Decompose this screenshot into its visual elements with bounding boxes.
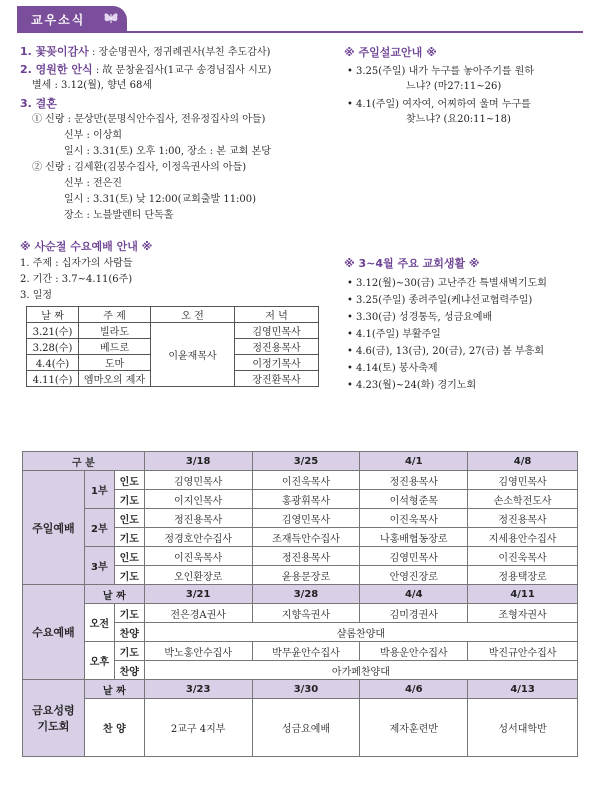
lent-pm-preacher: 장진환목사 <box>235 371 319 387</box>
role-label: 찬양 <box>114 623 144 642</box>
life-item: • 3.30(금) 성경통독, 성금요예배 <box>347 312 493 323</box>
lent-date: 4.11(수) <box>27 371 79 387</box>
prayer-cell: 박용운안수집사 <box>360 642 468 661</box>
lent-date: 3.28(수) <box>27 339 79 355</box>
role-label: 기도 <box>114 642 144 661</box>
prayer-cell: 안영진장로 <box>360 566 468 585</box>
lent-pm-preacher: 이정기목사 <box>235 355 319 371</box>
role-label: 인도 <box>114 509 144 528</box>
lent-table <box>26 306 319 387</box>
prayer-cell: 조형자권사 <box>468 604 578 623</box>
friday-label <box>23 680 85 757</box>
wedding-place: 장소 : 노블발렌티 단독홀 <box>64 210 174 221</box>
news-item-text: : 장순명권사, 정귀례권사(부친 추도감사) <box>91 47 271 58</box>
lent-pm-preacher: 정진용목사 <box>235 339 319 355</box>
choir-cell: 성서대학반 <box>468 699 578 757</box>
wedding-datetime: 일시 : 3.31(토) 낮 12:00(교회출발 11:00) <box>64 194 257 205</box>
service-schedule-table <box>22 451 578 757</box>
leader-cell: 김영민목사 <box>252 509 360 528</box>
role-label: 기도 <box>114 490 144 509</box>
news-item-text: : 故 문창윤집사(1교구 송경님집사 시모) <box>95 65 272 76</box>
choir-cell: 샬롬찬양대 <box>144 623 577 642</box>
lent-topic: 도마 <box>79 355 151 371</box>
role-label: 기도 <box>114 528 144 547</box>
sermon-section <box>344 42 584 394</box>
friday-date: 3/23 <box>144 680 252 699</box>
service-name: 1부 <box>84 471 114 509</box>
prayer-cell: 박진규안수집사 <box>468 642 578 661</box>
lent-header-date: 날 짜 <box>27 307 79 323</box>
sermon-title: ※ 주일설교안내 ※ <box>344 46 437 59</box>
header-tab <box>17 6 127 32</box>
prayer-cell: 손소학전도사 <box>468 490 578 509</box>
friday-label-line2: 기도회 <box>37 720 70 733</box>
leader-cell: 정진용목사 <box>468 509 578 528</box>
role-label: 인도 <box>114 471 144 490</box>
lent-topic: 베드로 <box>79 339 151 355</box>
prayer-cell: 정경호안수집사 <box>144 528 252 547</box>
leader-cell: 김영민목사 <box>360 547 468 566</box>
sunday-date: 3/18 <box>144 452 252 471</box>
role-label: 인도 <box>114 547 144 566</box>
lent-header-pm: 저 녁 <box>235 307 319 323</box>
leader-cell: 이진욱목사 <box>468 547 578 566</box>
butterfly-icon <box>103 10 119 29</box>
sunday-label: 주일예배 <box>23 471 85 585</box>
prayer-cell: 박노홍안수집사 <box>144 642 252 661</box>
life-item: • 4.23(월)~24(화) 경기노회 <box>347 380 477 391</box>
friday-date: 3/30 <box>252 680 360 699</box>
life-item: • 4.1(주일) 부활주일 <box>347 329 441 340</box>
wednesday-label: 수요예배 <box>23 585 85 680</box>
sermon-item: • 3.25(주일) 내가 누구를 놓아주기를 원하 <box>347 66 535 77</box>
choir-cell: 성금요예배 <box>252 699 360 757</box>
life-list <box>344 275 584 394</box>
role-label: 찬양 <box>114 661 144 680</box>
leader-cell: 정진용목사 <box>252 547 360 566</box>
service-name: 2부 <box>84 509 114 547</box>
role-label: 기도 <box>114 604 144 623</box>
news-item-title: 1. 꽃꽂이감사 <box>20 45 89 58</box>
leader-cell: 김영민목사 <box>468 471 578 490</box>
friday-date: 4/6 <box>360 680 468 699</box>
leader-cell: 정진용목사 <box>360 471 468 490</box>
news-item-rest <box>20 62 340 78</box>
sunday-date: 4/1 <box>360 452 468 471</box>
life-item: • 4.14(토) 봉사축제 <box>347 363 438 374</box>
news-item-wedding <box>20 96 340 112</box>
service-name: 3부 <box>84 547 114 585</box>
leader-cell: 김영민목사 <box>144 471 252 490</box>
schedule-gubun: 구 분 <box>23 452 145 471</box>
prayer-cell: 지향옥권사 <box>252 604 360 623</box>
friday-label-line1: 금요성령 <box>32 704 75 717</box>
prayer-cell: 나홍배협동장로 <box>360 528 468 547</box>
sunday-date: 3/25 <box>252 452 360 471</box>
life-item: • 4.6(금), 13(금), 20(금), 27(금) 봄 부흥회 <box>347 346 544 357</box>
choir-cell: 아가페찬양대 <box>144 661 577 680</box>
lent-topic: 엠마오의 제자 <box>79 371 151 387</box>
service-name: 오전 <box>84 604 114 642</box>
lent-theme: 1. 주제 : 십자가의 사람들 <box>20 258 133 269</box>
wednesday-date: 3/21 <box>144 585 252 604</box>
choir-cell: 제자훈련반 <box>360 699 468 757</box>
life-item: • 3.25(주일) 종려주일(케냐선교협력주일) <box>347 295 533 306</box>
leader-cell: 이진욱목사 <box>360 509 468 528</box>
wedding-groom: ② 신랑 : 김세환(김봉수집사, 이정옥권사의 아들) <box>32 162 247 173</box>
lent-am-preacher: 이윤재목사 <box>151 323 235 387</box>
sermon-item-cont: 느냐? (마27:11~26) <box>406 81 502 92</box>
lent-date: 3.21(수) <box>27 323 79 339</box>
news-section <box>20 42 340 387</box>
service-name: 오후 <box>84 642 114 680</box>
lent-period: 2. 기간 : 3.7~4.11(6주) <box>20 274 133 285</box>
life-item: • 3.12(월)~30(금) 고난주간 특별새벽기도회 <box>347 278 547 289</box>
leader-cell: 정진용목사 <box>144 509 252 528</box>
wedding-groom: ① 신랑 : 문상만(문명식안수집사, 전유정집사의 아들) <box>32 114 266 125</box>
prayer-cell: 조재득안수집사 <box>252 528 360 547</box>
prayer-cell: 전은경A권사 <box>144 604 252 623</box>
wedding-datetime: 일시 : 3.31(토) 오후 1:00, 장소 : 본 교회 본당 <box>64 146 271 157</box>
news-item-title: 3. 결혼 <box>20 97 57 110</box>
wedding-bride: 신부 : 전은진 <box>64 178 123 189</box>
news-item-sub: 별세 : 3.12(월), 향년 68세 <box>32 80 153 91</box>
prayer-cell: 이석형준목 <box>360 490 468 509</box>
lent-title: ※ 사순절 수요예배 안내 ※ <box>20 240 153 253</box>
choir-cell: 2교구 4지부 <box>144 699 252 757</box>
prayer-cell: 지세용안수집사 <box>468 528 578 547</box>
friday-date: 4/13 <box>468 680 578 699</box>
role-label: 찬 양 <box>84 699 144 757</box>
prayer-cell: 김미경권사 <box>360 604 468 623</box>
wednesday-date: 3/28 <box>252 585 360 604</box>
lent-header-am: 오 전 <box>151 307 235 323</box>
date-label: 날 짜 <box>84 680 144 699</box>
wednesday-date: 4/11 <box>468 585 578 604</box>
lent-date: 4.4(수) <box>27 355 79 371</box>
lent-pm-preacher: 김영민목사 <box>235 323 319 339</box>
prayer-cell: 박무윤안수집사 <box>252 642 360 661</box>
leader-cell: 이진욱목사 <box>144 547 252 566</box>
sermon-item-cont: 찾느냐? (요20:11~18) <box>406 114 511 125</box>
prayer-cell: 홍광휘목사 <box>252 490 360 509</box>
date-label: 날 짜 <box>84 585 144 604</box>
role-label: 기도 <box>114 566 144 585</box>
prayer-cell: 이지인목사 <box>144 490 252 509</box>
prayer-cell: 오인환장로 <box>144 566 252 585</box>
prayer-cell: 정용택장로 <box>468 566 578 585</box>
wednesday-date: 4/4 <box>360 585 468 604</box>
news-item-title: 2. 영원한 안식 <box>20 63 93 76</box>
lent-header-topic: 주 제 <box>79 307 151 323</box>
news-item-flowers <box>20 44 340 60</box>
lent-topic: 빌라도 <box>79 323 151 339</box>
header-divider <box>17 31 583 33</box>
lent-schedule-label: 3. 일정 <box>20 290 53 301</box>
wedding-bride: 신부 : 이상희 <box>64 130 123 141</box>
sermon-item: • 4.1(주일) 여자여, 어찌하여 울며 누구를 <box>347 99 531 110</box>
prayer-cell: 윤용문장로 <box>252 566 360 585</box>
leader-cell: 이진욱목사 <box>252 471 360 490</box>
life-title: ※ 3~4월 주요 교회생활 ※ <box>344 257 480 270</box>
sunday-date: 4/8 <box>468 452 578 471</box>
page-title: 교우소식 <box>31 13 86 27</box>
